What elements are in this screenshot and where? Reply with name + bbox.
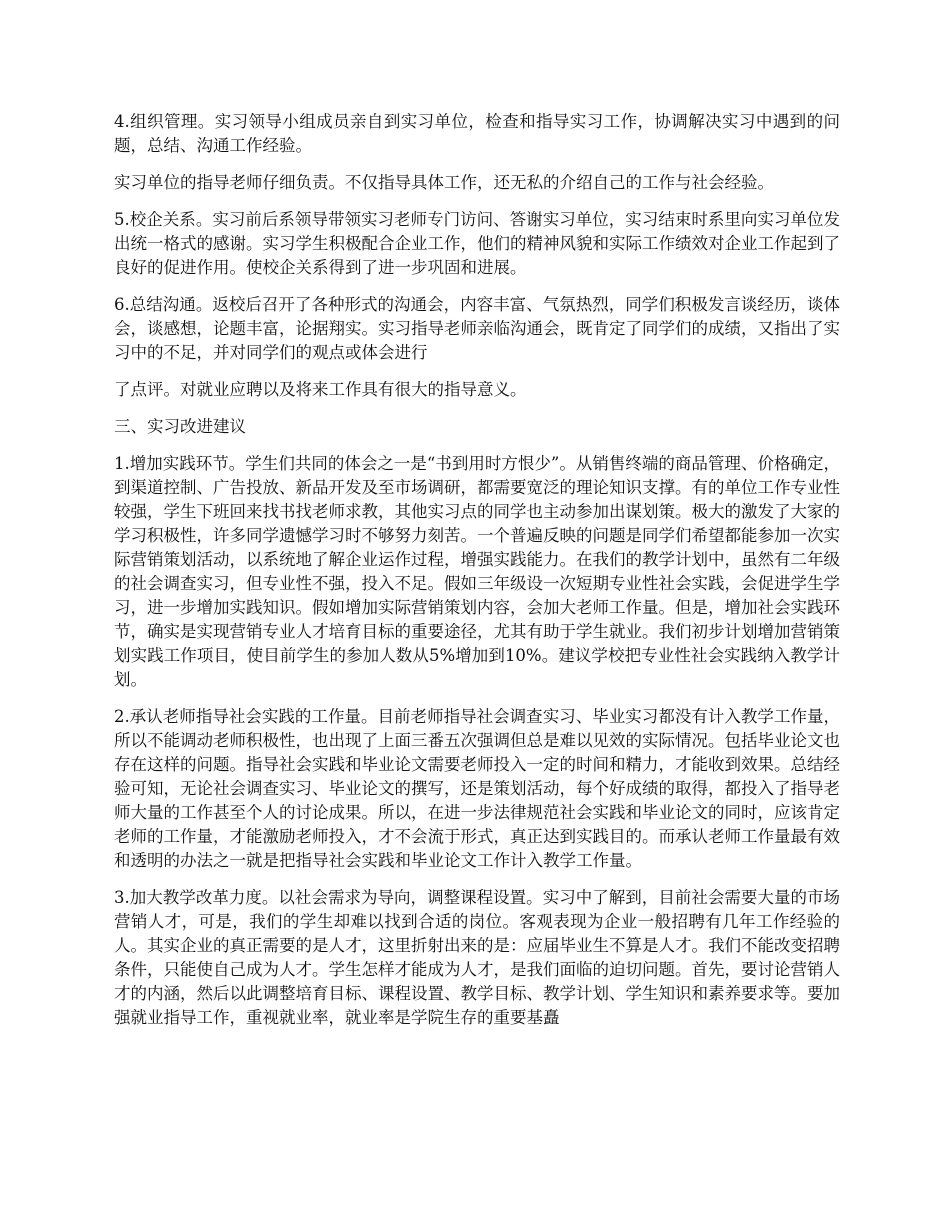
paragraph-teacher-workload: 2.承认老师指导社会实践的工作量。目前老师指导社会调查实习、毕业实习都没有计入教学工作量，所以不能调动老师积极性，也出现了上面三番五次强调但总是难以见效的实际情况。包括毕业论文也存在这样的问题。指导社会实践和毕业论文需要老师投入一定的时间和精力，才能收到效果。总结经验可知，无论社会调查实习、毕业论文的撰写，还是策划活动，每个好成绩的取得，都投入了指导老师大量的工作甚至个人的讨论成果。所以，在进一步法律规范社会实践和毕业论文的同时，应该肯定老师的工作量，才能激励老师投入，才不会流于形式，真正达到实践目的。而承认老师工作量最有效和透明的办法之一就是把指导社会实践和毕业论文工作计入教学工作量。	[114, 707, 840, 870]
paragraph-organization-management: 4.组织管理。实习领导小组成员亲自到实习单位，检查和指导实习工作，协调解决实习中遇到的问题，总结、沟通工作经验。	[114, 112, 840, 155]
paragraph-unit-instructors: 实习单位的指导老师仔细负责。不仅指导具体工作，还无私的介绍自己的工作与社会经验。	[114, 173, 774, 192]
paragraph-comment-guidance: 了点评。对就业应聘以及将来工作具有很大的指导意义。	[114, 380, 527, 399]
document-page	[114, 110, 840, 1043]
section-heading-improvement-suggestions: 三、实习改进建议	[114, 417, 246, 436]
paragraph-increase-practice: 1.增加实践环节。学生们共同的体会之一是“书到用时方恨少”。从销售终端的商品管理、价格确定，到渠道控制、广告投放、新品开发及至市场调研，都需要宽泛的理论知识支撑。有的单位工作专业性较强，学生下班回来找书找老师求教，其他实习点的同学也主动参加出谋划策。极大的激发了大家的学习积极性，许多同学遗憾学习时不够努力刻苦。一个普遍反映的问题是同学们希望都能参加一次实际营销策划活动，以系统地了解企业运作过程，增强实践能力。在我们的教学计划中，虽然有二年级的社会调查实习，但专业性不强，投入不足。假如三年级设一次短期专业性社会实践，会促进学生学习，进一步增加实践知识。假如增加实际营销策划内容，会加大老师工作量。但是，增加社会实践环节，确实是实现营销专业人才培育目标的重要途径，尤其有助于学生就业。我们初步计划增加营销策划实践工作项目，使目前学生的参加人数从5%增加到10%。建议学校把专业性社会实践纳入教学计划。	[114, 454, 840, 689]
paragraph-summary-communication: 6.总结沟通。返校后召开了各种形式的沟通会，内容丰富、气氛热烈，同学们积极发言谈经历，谈体会，谈感想，论题丰富，论据翔实。实习指导老师亲临沟通会，既肯定了同学们的成绩，又指出了实习中的不足，并对同学们的观点或体会进行	[114, 295, 840, 362]
paragraph-school-enterprise-relations: 5.校企关系。实习前后系领导带领实习老师专门访问、答谢实习单位，实习结束时系里向实习单位发出统一格式的感谢。实习学生积极配合企业工作，他们的精神风貌和实际工作绩效对企业工作起到了良好的促进作用。使校企关系得到了进一步巩固和进展。	[114, 210, 840, 277]
paragraph-teaching-reform: 3.加大教学改革力度。以社会需求为导向，调整课程设置。实习中了解到，目前社会需要大量的市场营销人才，可是，我们的学生却难以找到合适的岗位。客观表现为企业一般招聘有几年工作经验的人。其实企业的真正需要的是人才，这里折射出来的是：应届毕业生不算是人才。我们不能改变招聘条件，只能使自己成为人才。学生怎样才能成为人才，是我们面临的迫切问题。首先，要讨论营销人才的内涵，然后以此调整培育目标、课程设置、教学目标、教学计划、学生知识和素养要求等。要加强就业指导工作，重视就业率，就业率是学院生存的重要基矗	[114, 888, 840, 1027]
